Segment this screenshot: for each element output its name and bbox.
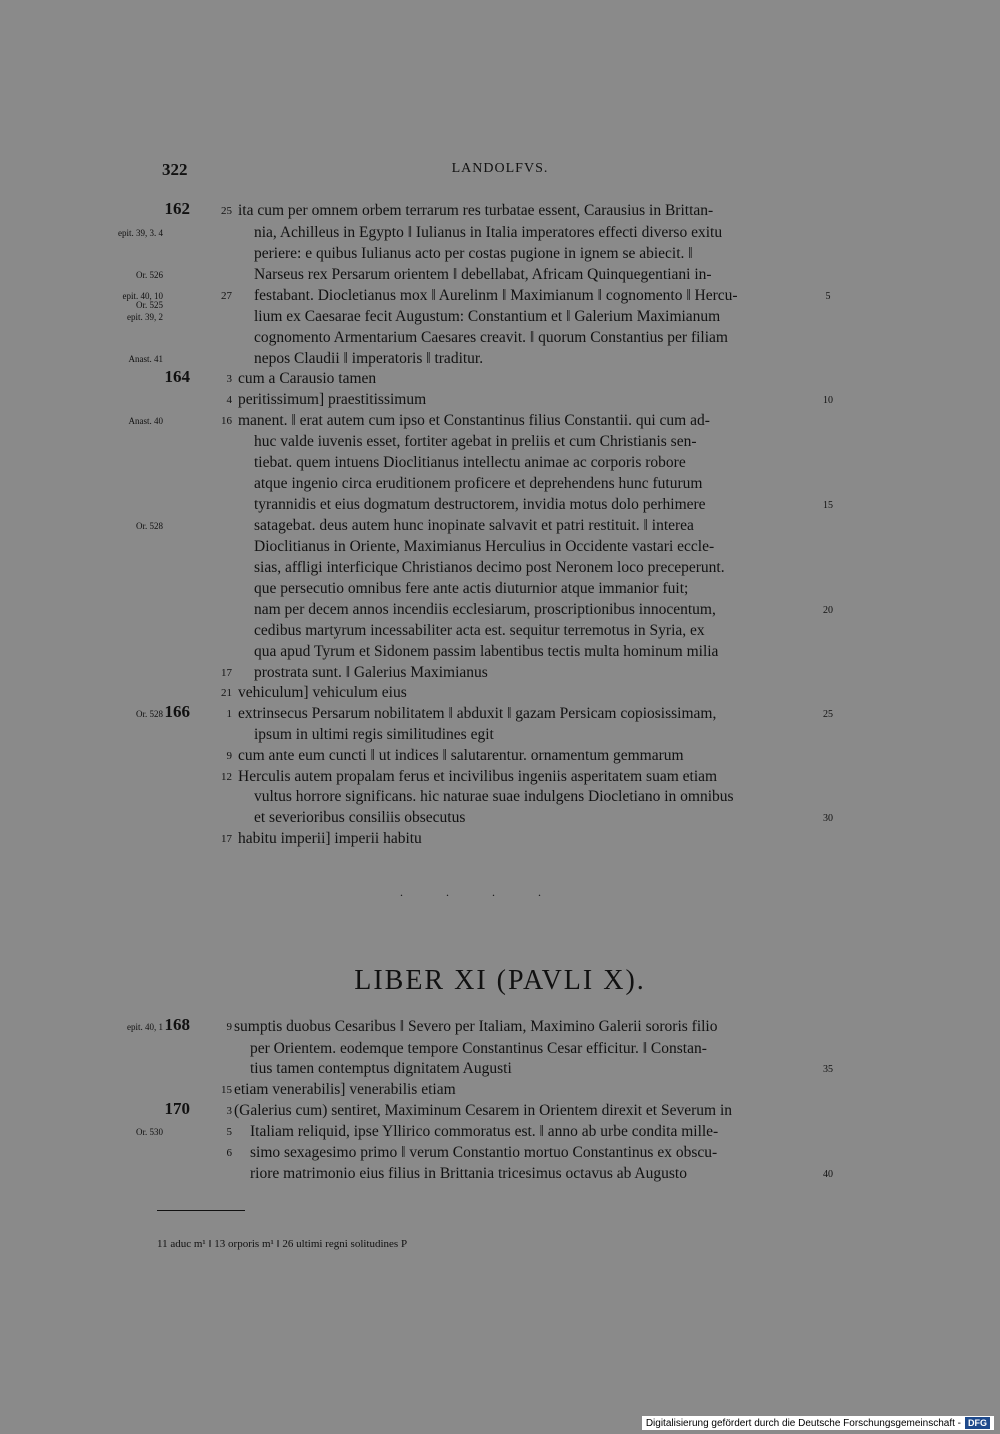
text-line: lium ex Caesarae fecit Augustum: Constantium et ‖ Galerium Maximianum <box>254 308 721 325</box>
text-line: simo sexagesimo primo ‖ verum Constantio mortuo Constantinus ex obscu- <box>250 1144 718 1161</box>
side-reference: Or. 525 <box>136 300 163 310</box>
text-line: (Galerius cum) sentiret, Maximinum Cesarem in Orientem direxit et Severum in <box>234 1102 733 1119</box>
text-line: Dioclitianus in Oriente, Maximianus Herculius in Occidente vastari eccle- <box>254 538 715 555</box>
line-number: 4 <box>226 394 232 406</box>
margin-line-number: 35 <box>823 1064 833 1075</box>
text-line: vehiculum] vehiculum eius <box>238 684 407 701</box>
text-line: riore matrimonio eius filius in Brittania tricesimus octavus ab Augusto <box>250 1165 687 1182</box>
side-reference: Or. 528 <box>136 709 163 719</box>
page-number: 322 <box>162 160 188 179</box>
line-number: 16 <box>221 415 232 427</box>
text-line: cedibus martyrum incessabiliter acta est. sequitur terremotus in Syria, ex <box>254 622 705 639</box>
text-line: per Orientem. eodemque tempore Constantinus Cesar efficitur. ‖ Constan- <box>250 1040 707 1057</box>
side-reference: epit. 39, 3. 4 <box>118 228 163 238</box>
side-reference: Or. 530 <box>136 1127 163 1137</box>
text-line: Italiam reliquid, ipse Yllirico commoratus est. ‖ anno ab urbe condita mille- <box>250 1123 719 1140</box>
margin-line-number: 5 <box>825 291 831 302</box>
text-line: Narseus rex Persarum orientem ‖ debellabat, Africam Quinquegentiani in- <box>254 266 712 283</box>
margin-line-number: 20 <box>823 605 833 616</box>
margin-line-number: 30 <box>823 813 833 824</box>
footer-text: Digitalisierung gefördert durch die Deutsche Forschungsgemeinschaft - <box>645 1417 961 1429</box>
text-line: tius tamen contemptus dignitatem Augusti <box>250 1060 512 1077</box>
running-head: LANDOLFVS. <box>451 161 549 176</box>
line-number: 9 <box>226 1021 232 1033</box>
section-title: LIBER XI (PAVLI X). <box>354 965 646 996</box>
text-line: sumptis duobus Cesaribus ‖ Severo per Italiam, Maximino Galerii sororis filio <box>234 1018 718 1035</box>
text-line: que persecutio omnibus fere ante actis diuturnior atque immanior fuit; <box>254 580 689 597</box>
line-number: 9 <box>226 750 232 762</box>
side-reference: epit. 40, 10 <box>122 291 163 301</box>
text-line: etiam venerabilis] venerabilis etiam <box>234 1081 456 1098</box>
line-number: 3 <box>226 1105 232 1117</box>
text-line: periere: e quibus Iulianus acto per costas pugione in ignem se abiecit. ‖ <box>254 245 693 262</box>
section-number: 164 <box>164 367 190 386</box>
line-number: 3 <box>226 373 232 385</box>
side-reference: Or. 528 <box>136 521 163 531</box>
line-number: 5 <box>226 1126 232 1138</box>
margin-line-number: 15 <box>823 500 833 511</box>
text-line: et severioribus consiliis obsecutus <box>254 809 466 826</box>
line-number: 15 <box>221 1084 232 1096</box>
text-line: peritissimum] praestitissimum <box>238 391 427 408</box>
margin-line-number: 25 <box>823 709 833 720</box>
section-number: 166 <box>164 702 190 721</box>
text-line: atque ingenio circa eruditionem proficere et deprehendens hunc futurum <box>254 475 703 492</box>
side-reference: Anast. 40 <box>128 416 163 426</box>
dfg-logo: DFG <box>965 1417 990 1429</box>
dfg-footer[interactable] <box>642 1416 994 1430</box>
section-number: 170 <box>164 1099 190 1118</box>
line-number: 12 <box>221 771 232 783</box>
side-reference: epit. 40, 1 <box>127 1022 163 1032</box>
text-line: sias, affligi interficique Christianos decimo post Neronem loco preceperunt. <box>254 559 725 576</box>
line-number: 6 <box>226 1147 232 1159</box>
text-line: nam per decem annos incendiis ecclesiarum, proscriptionibus innocentum, <box>254 601 716 618</box>
text-line: Herculis autem propalam ferus et incivilibus ingeniis asperitatem suam etiam <box>238 768 718 785</box>
text-line: qua apud Tyrum et Sidonem passim labentibus tectis multa hominum milia <box>254 643 719 660</box>
text-line: tyrannidis et eius dogmatum destructorem, invidia motus dolo perhimere <box>254 496 706 513</box>
text-line: cum ante eum cuncti ‖ ut indices ‖ salutarentur. ornamentum gemmarum <box>238 747 684 764</box>
text-line: ipsum in ultimi regis similitudines egit <box>254 726 494 743</box>
text-line: prostrata sunt. ‖ Galerius Maximianus <box>254 664 488 681</box>
text-line: extrinsecus Persarum nobilitatem ‖ abduxit ‖ gazam Persicam copiosissimam, <box>238 705 717 722</box>
text-line: huc valde iuvenis esset, fortiter agebat in preliis et cum Christianis sen- <box>254 433 697 450</box>
text-line: nepos Claudii ‖ imperatoris ‖ traditur. <box>254 350 484 367</box>
text-line: vultus horrore significans. hic naturae suae indulgens Diocletiano in omnibus <box>254 788 734 805</box>
text-line: festabant. Diocletianus mox ‖ Aurelinm ‖ Maximianum ‖ cognomento ‖ Hercu- <box>254 287 738 304</box>
margin-line-number: 10 <box>823 395 833 406</box>
line-number: 27 <box>221 290 232 302</box>
text-line: cum a Carausio tamen <box>238 370 377 387</box>
side-reference: Or. 526 <box>136 270 163 280</box>
side-reference: Anast. 41 <box>128 354 163 364</box>
text-line: cognomento Armentarium Caesares creavit. ‖ quorum Constantius per filiam <box>254 329 728 346</box>
text-line: satagebat. deus autem hunc inopinate salvavit et patri restituit. ‖ interea <box>254 517 694 534</box>
line-number: 17 <box>221 667 232 679</box>
line-number: 21 <box>221 687 232 699</box>
line-number: 1 <box>226 708 232 720</box>
margin-line-number: 40 <box>823 1169 833 1180</box>
line-number: 25 <box>221 205 232 217</box>
section-number: 162 <box>164 199 190 218</box>
footnote: 11 aduc m¹ ‖ 13 orporis m¹ ‖ 26 ultimi regni solitudines P <box>157 1238 408 1250</box>
footnote-rule <box>157 1210 245 1211</box>
text-line: ita cum per omnem orbem terrarum res turbatae essent, Carausius in Brittan- <box>238 202 714 219</box>
text-line: tiebat. quem intuens Dioclitianus intellectu animae ac corporis robore <box>254 454 686 471</box>
line-number: 17 <box>221 833 232 845</box>
separator-dots: . . . . <box>400 885 561 899</box>
text-line: habitu imperii] imperii habitu <box>238 830 422 847</box>
text-line: manent. ‖ erat autem cum ipso et Constantinus filius Constantii. qui cum ad- <box>238 412 710 429</box>
side-reference: epit. 39, 2 <box>127 312 163 322</box>
section-number: 168 <box>164 1015 190 1034</box>
text-line: nia, Achilleus in Egypto ‖ Iulianus in Italia imperatores effecti diverso exitu <box>254 224 723 241</box>
